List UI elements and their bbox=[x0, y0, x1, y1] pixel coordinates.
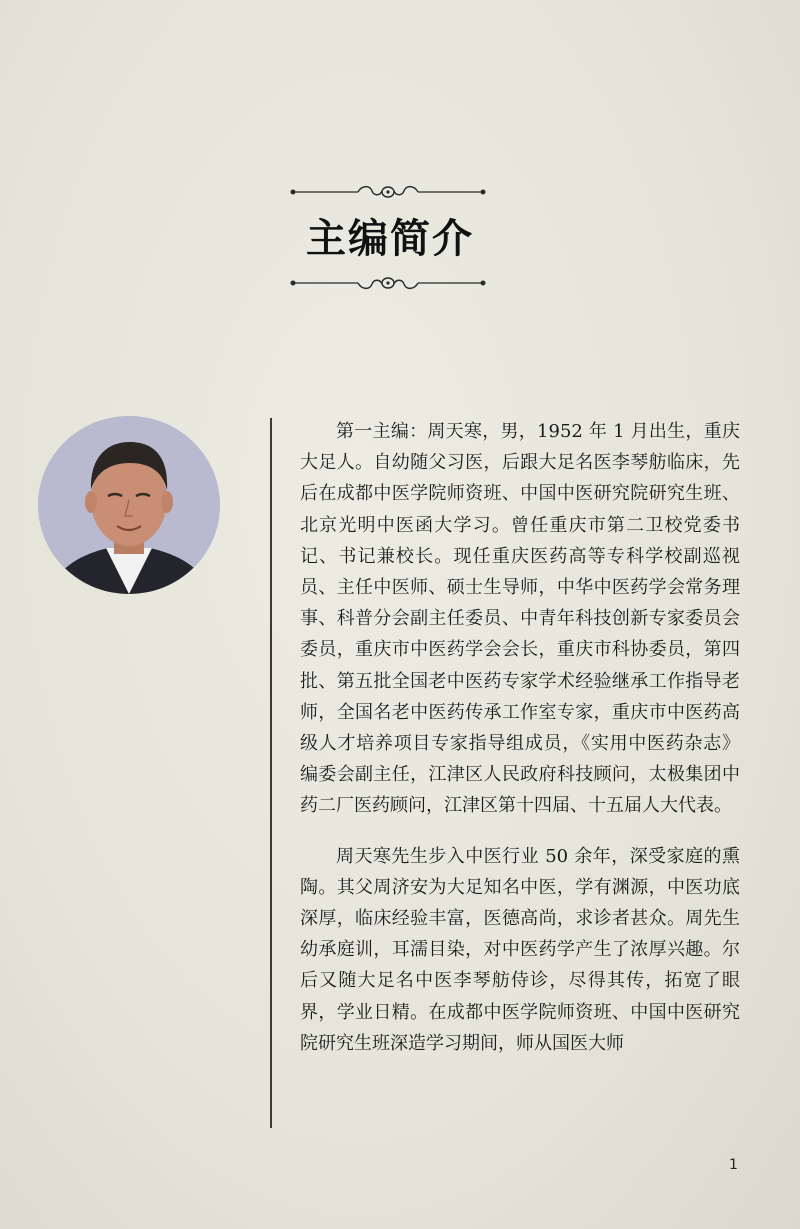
page-number: 1 bbox=[729, 1157, 738, 1173]
bio-paragraph-2: 周天寒先生步入中医行业 50 余年，深受家庭的熏陶。其父周济安为大足知名中医，学有渊源，中医功底深厚，临床经验丰富，医德高尚，求诊者甚众。周先生幼承庭训，耳濡目染，对中医药学产生了浓厚兴趣。尔后又随大足名中医李琴舫侍诊，尽得其传，拓宽了眼界，学业日精。在成都中医学院师资班、中国中医研究院研究生班深造学习期间，师从国医大师 bbox=[300, 845, 740, 1054]
vertical-rule bbox=[270, 418, 272, 1128]
portrait-illustration bbox=[38, 416, 220, 594]
biography-text bbox=[300, 416, 740, 1059]
top-ornament-divider bbox=[290, 181, 486, 203]
page-title: 主编简介 bbox=[306, 216, 474, 262]
author-portrait bbox=[38, 416, 220, 594]
bottom-ornament-divider bbox=[290, 272, 486, 294]
bio-paragraph-1: 第一主编：周天寒，男，1952 年 1 月出生，重庆大足人。自幼随父习医，后跟大足名医李琴舫临床，先后在成都中医学院师资班、中国中医研究院研究生班、北京光明中医函大学习。曾任重庆市第二卫校党委书记、书记兼校长。现任重庆医药高等专科学校副巡视员、主任中医师、硕士生导师，中华中医药学会常务理事、科普分会副主任委员、中青年科技创新专家委员会委员，重庆市中医药学会会长，重庆市科协委员，第四批、第五批全国老中医药专家学术经验继承工作指导老师，全国名老中医药传承工作室专家，重庆市中医药高级人才培养项目专家指导组成员，《实用中医药杂志》编委会副主任，江津区人民政府科技顾问，太极集团中药二厂医药顾问，江津区第十四届、十五届人大代表。 bbox=[300, 421, 740, 817]
